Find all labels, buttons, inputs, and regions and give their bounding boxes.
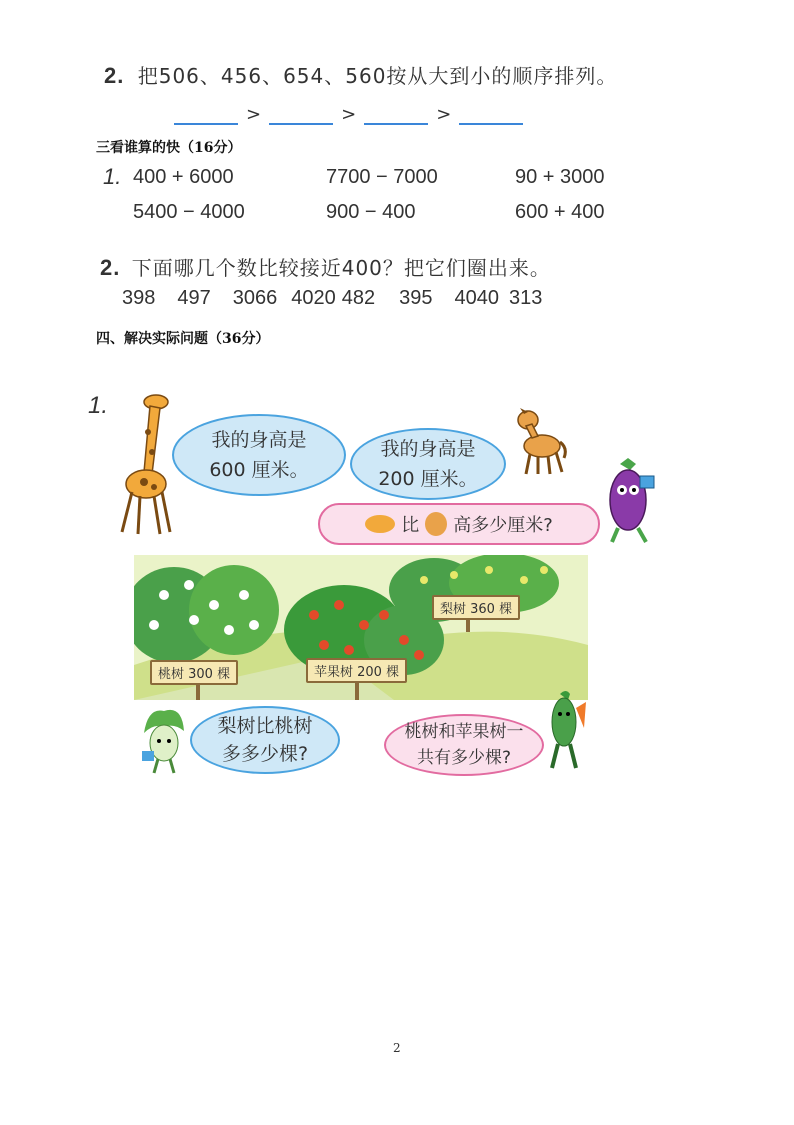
calc-question-number: 1. — [103, 164, 122, 189]
number-item[interactable]: 313 — [509, 287, 543, 309]
pear-tree-sign: 梨树 360 棵 — [432, 595, 520, 620]
number-item[interactable]: 4020 — [291, 287, 336, 309]
section-4-title: 四、解决实际问题（36分） — [96, 331, 270, 347]
question-number: 2. — [100, 255, 121, 280]
calc-item: 90 + 3000 — [515, 166, 605, 188]
bean-character-illustration — [540, 688, 588, 772]
bubble-text: 200 厘米。 — [378, 468, 478, 490]
number-item[interactable]: 395 — [399, 287, 433, 309]
problem-number: 1. — [88, 392, 109, 419]
number-item[interactable]: 497 — [177, 287, 211, 309]
question-text: 把506、456、654、560按从大到小的顺序排列。 — [137, 64, 618, 88]
bubble-text: 共有多少棵? — [416, 748, 512, 768]
calc-item: 5400 − 4000 — [133, 201, 245, 223]
greater-than-sign: > — [246, 104, 262, 125]
question-text: 下面哪几个数比较接近400？把它们圈出来。 — [131, 256, 551, 280]
page-number: 2 — [393, 1041, 401, 1055]
giraffe-illustration — [108, 392, 178, 540]
bubble-text: 我的身高是 — [380, 438, 476, 460]
number-row — [122, 287, 542, 310]
greater-than-sign: > — [436, 104, 452, 125]
answer-blank-2[interactable] — [269, 109, 333, 125]
peach-plus-apple-bubble — [384, 714, 544, 776]
section-3-title: 三看谁算的快（16分） — [96, 140, 242, 156]
answer-blank-4[interactable] — [459, 109, 523, 125]
answer-blank-1[interactable] — [174, 109, 238, 125]
peach-tree-sign: 桃树 300 棵 — [150, 660, 238, 685]
order-blanks — [170, 104, 527, 125]
horse-speech-bubble — [350, 428, 506, 500]
answer-blank-3[interactable] — [364, 109, 428, 125]
bubble-text: 多多少棵? — [221, 743, 309, 765]
calc-item: 900 − 400 — [326, 201, 416, 223]
number-item[interactable]: 482 — [341, 287, 376, 309]
calc-item: 7700 − 7000 — [326, 166, 438, 188]
cabbage-character-illustration — [134, 703, 192, 775]
number-item[interactable]: 3066 — [232, 287, 278, 309]
calc-item: 600 + 400 — [515, 201, 605, 223]
eggplant-illustration — [594, 456, 662, 546]
giraffe-speech-bubble — [172, 414, 346, 496]
giraffe-head-icon — [365, 515, 395, 533]
bubble-text: 我的身高是 — [211, 429, 307, 451]
horse-illustration — [510, 408, 568, 476]
bubble-text: 600 厘米。 — [209, 459, 309, 481]
bubble-text: 比 — [401, 515, 420, 536]
greater-than-sign: > — [341, 104, 357, 125]
approx-question — [100, 252, 551, 281]
bubble-text: 梨树比桃树 — [217, 715, 313, 737]
pear-vs-peach-bubble — [190, 706, 340, 774]
question-number: 2. — [104, 63, 125, 88]
order-question — [104, 60, 617, 89]
number-item[interactable]: 398 — [122, 287, 156, 309]
apple-tree-sign: 苹果树 200 棵 — [306, 658, 407, 683]
bubble-text: 高多少厘米? — [453, 515, 553, 536]
horse-head-icon — [425, 512, 447, 536]
number-item[interactable]: 4040 — [454, 287, 499, 309]
bubble-text: 桃树和苹果树一 — [404, 722, 524, 742]
calc-item: 400 + 6000 — [133, 166, 234, 188]
height-question-bubble — [318, 503, 600, 545]
